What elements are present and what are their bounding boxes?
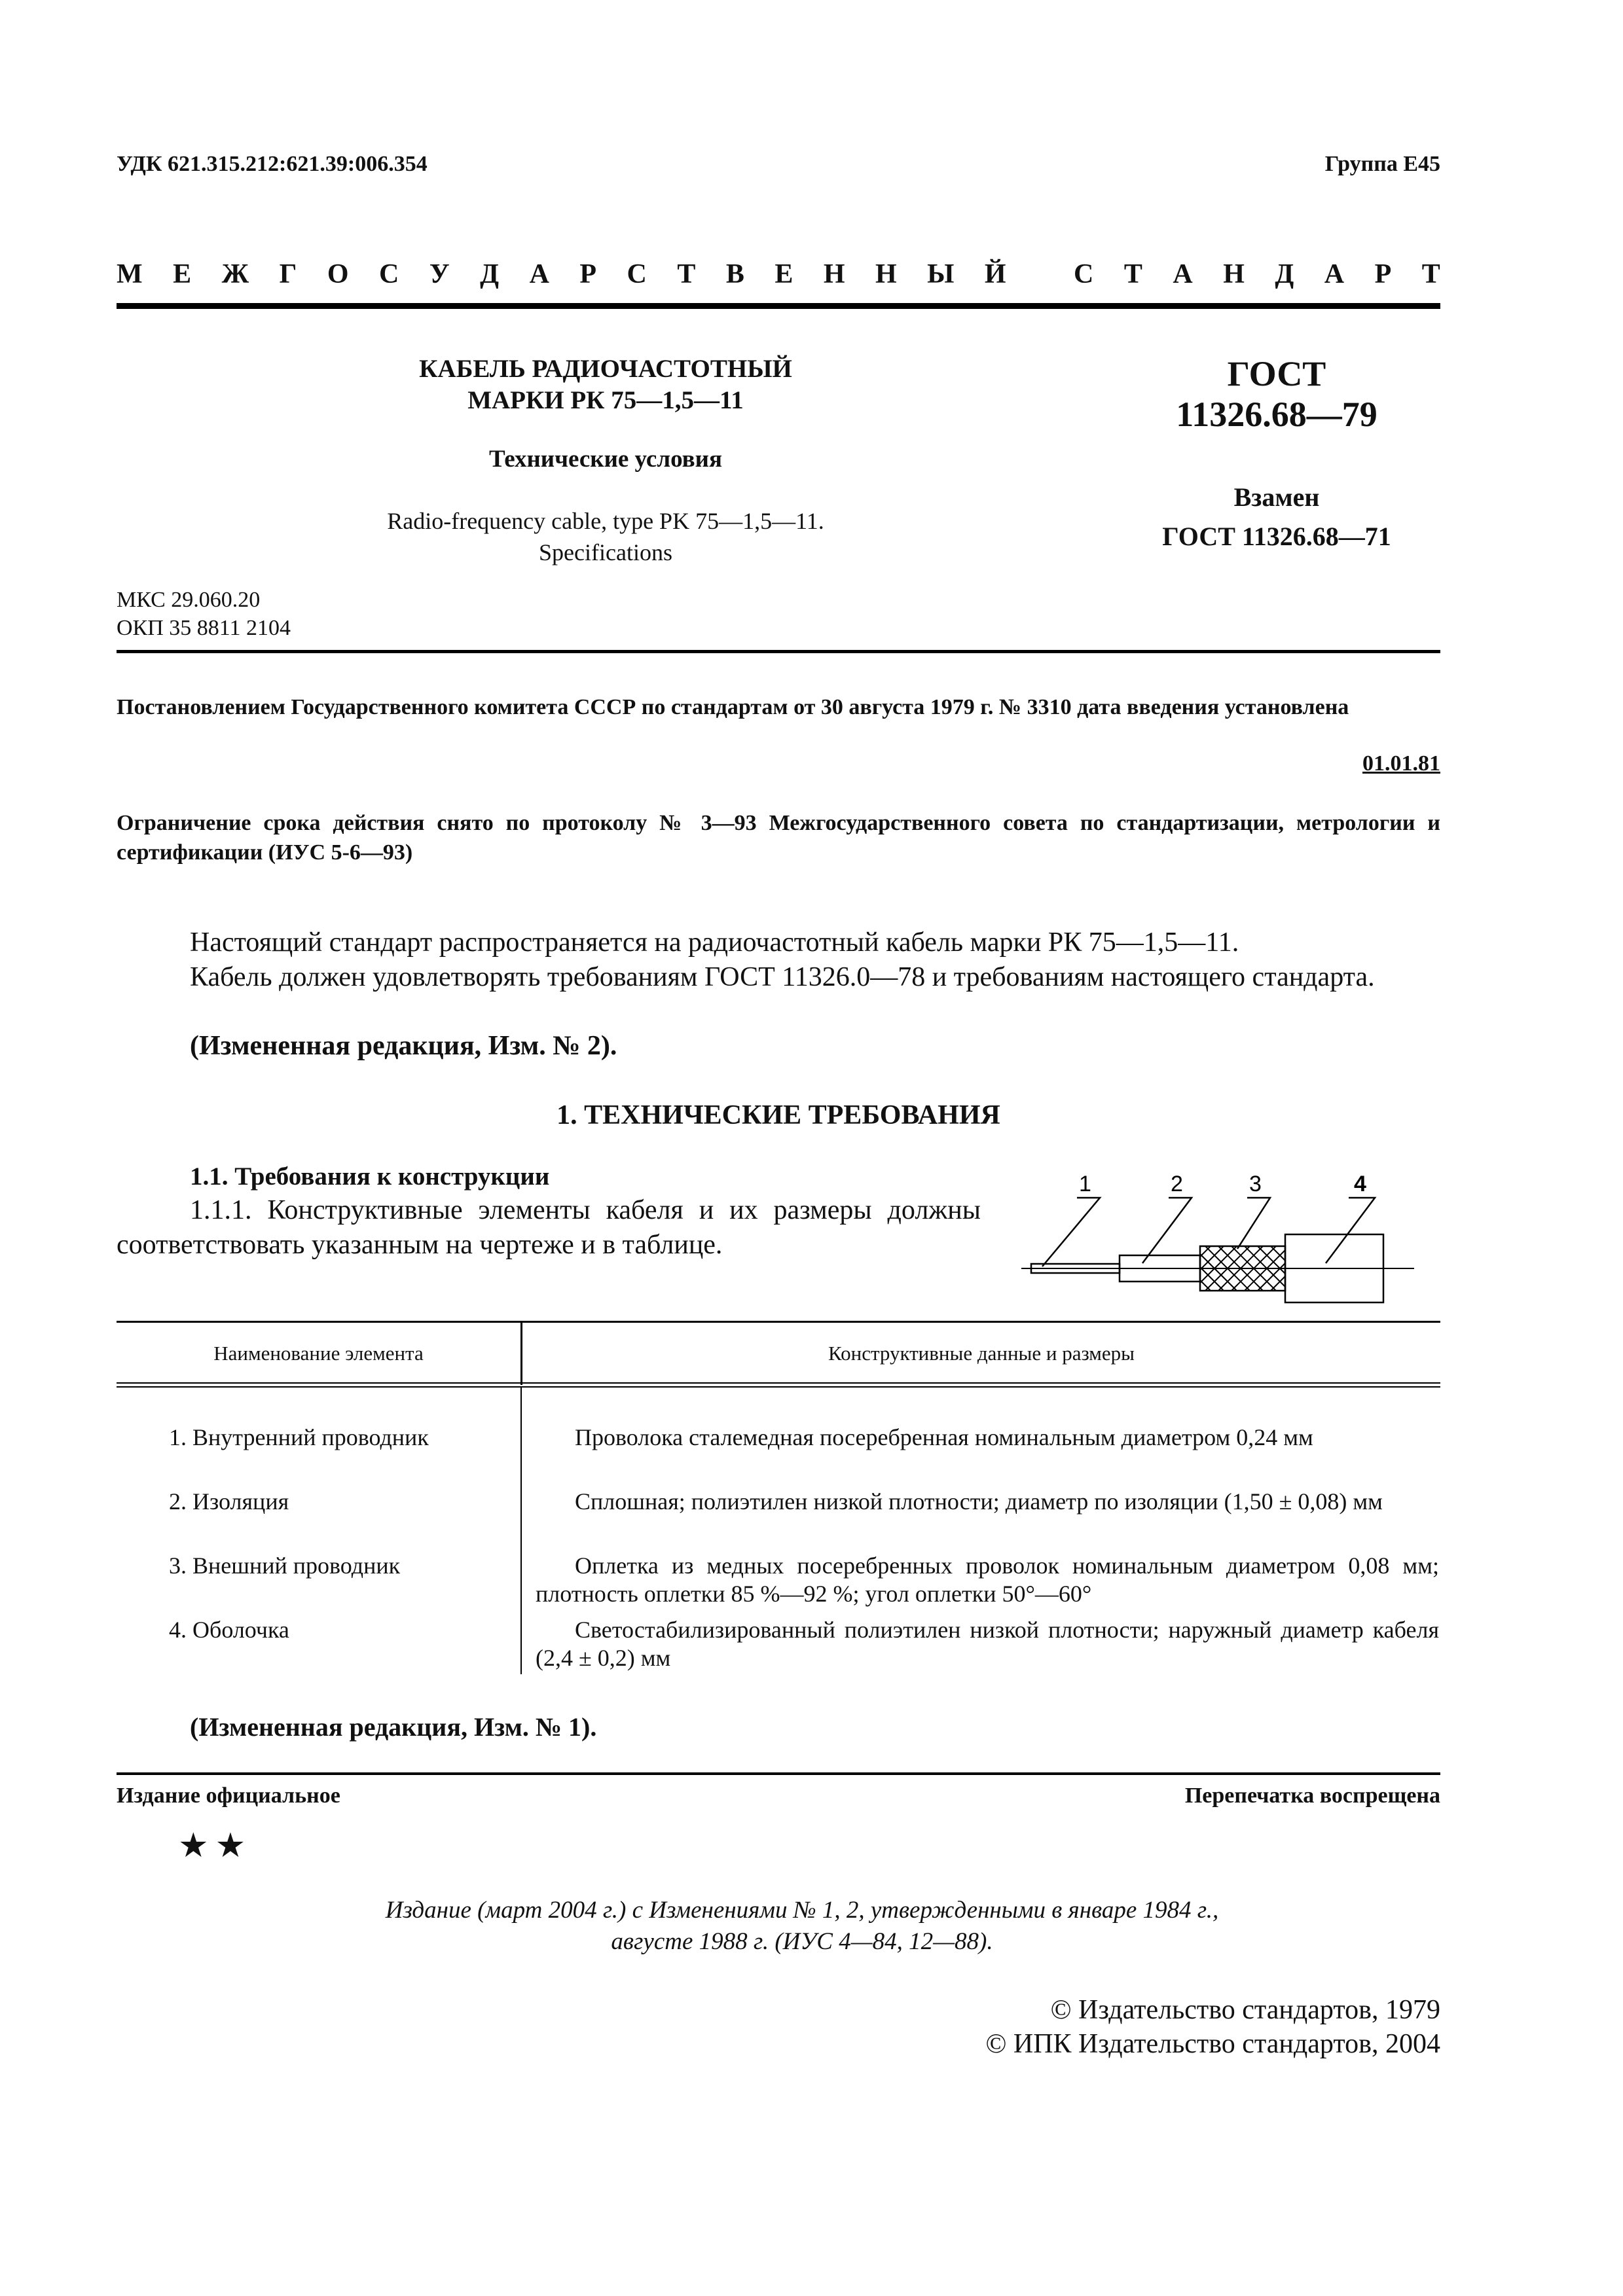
table-row-desc-4: Светостабилизированный полиэтилен низкой плотности; наружный диаметр кабеля (2,4 ± 0,2) мм [536,1617,1439,1671]
cable-construction-drawing [1021,1172,1427,1309]
table-header-rule-1 [117,1382,1440,1384]
diagram-label-4: 4 [1354,1172,1366,1196]
banner-word-gap [1036,259,1044,290]
okp-code: ОКП 35 8811 2104 [117,616,291,640]
udk-code: УДК 621.315.212:621.39:006.354 [117,152,428,176]
leader-line-2 [1142,1198,1192,1263]
table-top-rule [117,1321,1440,1323]
diagram-label-2: 2 [1171,1172,1183,1196]
banner-letter: Н [823,259,845,289]
banner-letter: Ы [927,259,955,289]
banner-letter: Н [1223,259,1245,289]
validity-limit-text: Ограничение срока действия снято по протоколу № 3—93 Межгосударственного совета по стандартизации, метрологии и сертификации (ИУС 5-6—93) [117,811,1440,865]
footer-rule [117,1772,1440,1775]
english-title-line-1: Radio-frequency cable, type PK 75—1,5—11. [387,508,824,534]
table-row-name-3: 3. Внешний проводник [169,1552,401,1579]
clause-1-1-1: 1.1.1. Конструктивные элементы кабеля и их размеры должны соответствовать указанным на чертеже и в таблице. [117,1195,981,1260]
mks-code: МКС 29.060.20 [117,588,261,612]
banner-letter: Д [480,259,500,289]
banner-letter: Т [677,259,696,289]
leader-line-3 [1237,1198,1270,1249]
banner-letter: А [529,259,549,289]
banner-letter: С [627,259,647,289]
edition-note-line-2: августе 1988 г. (ИУС 4—84, 12—88). [611,1928,993,1955]
banner-letter: Р [1374,259,1392,289]
banner-letter: Е [173,259,192,289]
banner-letter: С [379,259,399,289]
reprint-forbidden-label: Перепечатка воспрещена [1184,1784,1440,1808]
classification-codes [117,586,291,642]
edition-note [196,1895,1408,1958]
diagram-label-3: 3 [1249,1172,1262,1196]
replaces-label: Взамен [1233,482,1320,512]
copyright-block [985,1993,1440,2061]
banner-letter: М [117,259,143,289]
copyright-2004: © ИПК Издательство стандартов, 2004 [985,2029,1440,2059]
banner-letter: А [1173,259,1193,289]
table-row-desc-3: Оплетка из медных посеребренных проволок номинальным диаметром 0,08 мм; плотность оплетки 85 %—92 %; угол оплетки 50°—60° [536,1552,1439,1607]
banner-letter: Й [984,259,1006,289]
leader-line-1 [1042,1198,1100,1266]
table-header-element: Наименование элемента [213,1342,424,1365]
intro-paragraph-2: Кабель должен удовлетворять требованиям ГОСТ 11326.0—78 и требованиям настоящего стандарта. [190,962,1375,992]
interstate-standard-banner [117,259,1440,290]
leader-line-4 [1326,1198,1375,1263]
banner-letters [117,259,1440,290]
copyright-1979: © Издательство стандартов, 1979 [1050,1995,1440,2025]
banner-letter: У [429,259,450,289]
banner-letter: Т [1123,259,1142,289]
edition-note-line-1: Издание (март 2004 г.) с Изменениями № 1, 2, утвержденными в январе 1984 г., [385,1897,1219,1924]
banner-letter: С [1074,259,1094,289]
table-row-desc-2: Сплошная; полиэтилен низкой плотности; диаметр по изоляции (1,50 ± 0,08) мм [575,1488,1383,1515]
banner-letter: Р [579,259,597,289]
table-column-divider [520,1386,522,1674]
table-row-name-4: 4. Оболочка [169,1617,289,1643]
english-title-line-2: Specifications [539,539,672,565]
document-title [327,353,884,416]
gost-designation [1113,353,1440,435]
replaces-block [1113,478,1440,556]
decree-text: Постановлением Государственного комитета СССР по стандартам от 30 августа 1979 г. № 3310 дата введения установлена [117,695,1349,719]
intro-paragraph-1: Настоящий стандарт распространяется на радиочастотный кабель марки РК 75—1,5—11. [190,927,1239,958]
header-thick-rule [117,303,1440,309]
gost-label: ГОСТ [1227,354,1326,393]
official-edition-label: Издание официальное [117,1784,340,1808]
english-title [288,505,923,568]
banner-letter: Ж [221,259,249,289]
title-line-2: МАРКИ РК 75—1,5—11 [467,386,744,414]
banner-letter: Е [775,259,793,289]
banner-letter: Т [1421,259,1440,289]
banner-letter: В [725,259,744,289]
replaces-number: ГОСТ 11326.68—71 [1162,522,1391,551]
banner-letter: А [1324,259,1345,289]
banner-letter: Г [279,259,297,289]
table-header-data: Конструктивные данные и размеры [828,1342,1135,1365]
section-title: 1. ТЕХНИЧЕСКИЕ ТРЕБОВАНИЯ [556,1100,1000,1130]
group-code: Группа Е45 [1324,152,1440,176]
banner-letter: О [327,259,349,289]
banner-letter: Н [875,259,897,289]
introduction-date: 01.01.81 [1362,751,1440,776]
table-row-desc-1: Проволока сталемедная посеребренная номинальным диаметром 0,24 мм [575,1424,1313,1450]
subsection-title: 1.1. Требования к конструкции [190,1162,550,1191]
banner-letter: Д [1275,259,1294,289]
title-line-1: КАБЕЛЬ РАДИОЧАСТОТНЫЙ [419,355,792,383]
table-row-name-2: 2. Изоляция [169,1488,289,1515]
gost-number: 11326.68—79 [1176,395,1377,434]
table-row-name-1: 1. Внутренний проводник [169,1424,429,1450]
diagram-label-1: 1 [1079,1172,1091,1196]
table-header-rule-2 [117,1386,1440,1388]
revision-note-1: (Измененная редакция, Изм. № 1). [190,1712,597,1742]
revision-note-2: (Измененная редакция, Изм. № 2). [190,1031,617,1061]
stars-mark: ★★ [178,1826,253,1865]
title-block-rule [117,650,1440,653]
document-subtitle: Технические условия [489,446,722,473]
